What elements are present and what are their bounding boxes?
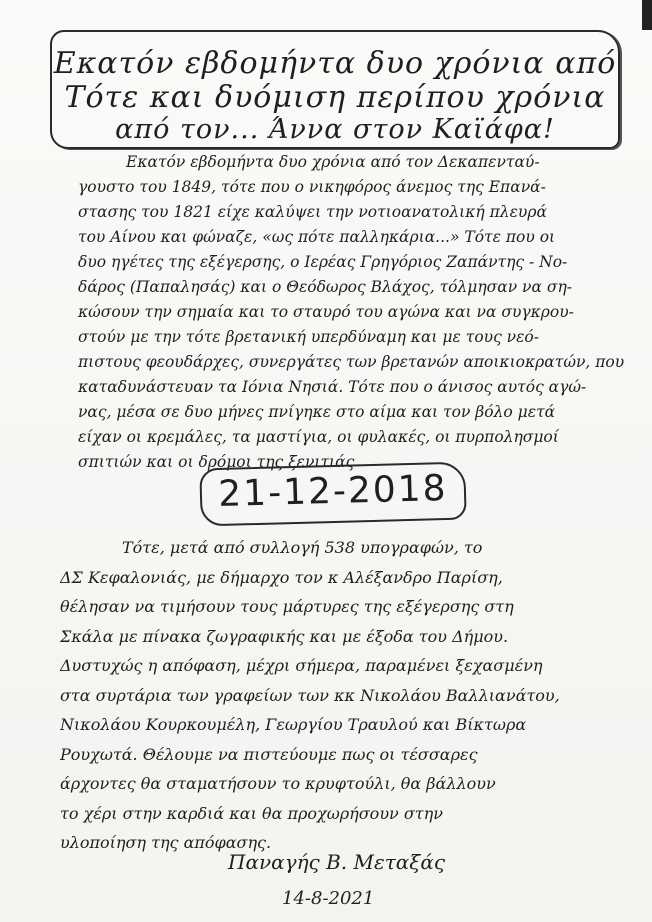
text-line: άρχοντες θα σταματήσουν το κρυφτούλι, θα βάλλουν — [60, 774, 496, 793]
text-line: στούν με την τότε βρετανική υπερδύναμη και με τους νεό- — [78, 328, 539, 346]
text-line: γουστο του 1849, τότε που ο νικηφόρος άνεμος της Επανά- — [78, 178, 546, 196]
text-line: του Αίνου και φώναζε, «ως πότε παλληκάρια...» Τότε που οι — [78, 228, 556, 246]
paragraph-2 — [60, 533, 624, 858]
date-box — [199, 462, 466, 527]
scan-edge-mark — [642, 0, 652, 30]
title-line-2: Τότε και δυόμιση περίπου χρόνια — [64, 80, 606, 115]
title-box — [50, 30, 620, 149]
text-line: Τότε, μετά από συλλογή 538 υπογραφών, το — [122, 538, 483, 557]
text-line: Σκάλα με πίνακα ζωγραφικής και με έξοδα του Δήμου. — [60, 626, 509, 646]
text-line: θέλησαν να τιμήσουν τους μάρτυρες της εξέγερσης στη — [60, 597, 514, 616]
text-line: στα συρτάρια των γραφείων των κκ Νικολάου Βαλλιανάτου, — [60, 685, 560, 705]
text-line: Δυστυχώς η απόφαση, μέχρι σήμερα, παραμένει ξεχασμένη — [60, 656, 543, 675]
title-line-1: Εκατόν εβδομήντα δυο χρόνια από — [53, 46, 617, 81]
signature-date: 14-8-2021 — [282, 888, 375, 909]
text-line: σπιτιών και οι δρόμοι της ξενιτιάς — [78, 453, 355, 471]
text-line: στασης του 1821 είχε καλύψει την νοτιοανατολική πλευρά — [78, 203, 547, 221]
text-line: καταδυνάστευαν τα Ιόνια Νησιά. Τότε που ο άνισος αυτός αγώ- — [78, 378, 587, 396]
text-line: δυο ηγέτες της εξέγερσης, ο Ιερέας Γρηγόριος Ζαπάντης - Νο- — [78, 253, 568, 271]
text-line: Νικολάου Κουρκουμέλη, Γεωργίου Τραυλού και Βίκτωρα — [60, 715, 527, 734]
text-line: ΔΣ Κεφαλονιάς, με δήμαρχο τον κ Αλέξανδρο Παρίση, — [60, 567, 503, 587]
text-line: δάρος (Παπαλησάς) και ο Θεόδωρος Βλάχος, τόλμησαν να ση- — [78, 278, 572, 296]
date-box-text: 21-12-2018 — [217, 468, 449, 515]
title-line-3: από τον... Άννα στον Καϊάφα! — [115, 114, 555, 145]
text-line: κώσουν την σημαία και το σταυρό του αγώνα και να συγκρου- — [78, 303, 574, 321]
text-line: είχαν οι κρεμάλες, τα μαστίγια, οι φυλακές, οι πυρπολησμοί — [78, 428, 559, 446]
text-line: υλοποίηση της απόφασης. — [60, 833, 272, 852]
text-line: πιστους φεουδάρχες, συνεργάτες των βρετανών αποικιοκρατών, που — [78, 353, 624, 371]
text-line: Ρουχωτά. Θέλουμε να πιστεύουμε πως οι τέσσαρες — [60, 744, 478, 764]
text-line: το χέρι στην καρδιά και θα προχωρήσουν στην — [60, 803, 443, 823]
text-line: νας, μέσα σε δυο μήνες πνίγηκε στο αίμα και τον βόλο μετά — [78, 403, 556, 421]
signature: Παναγής Β. Μεταξάς — [228, 850, 446, 874]
paragraph-1 — [78, 150, 624, 475]
text-line: Εκατόν εβδομήντα δυο χρόνια από τον Δεκαπενταύ- — [126, 153, 540, 171]
